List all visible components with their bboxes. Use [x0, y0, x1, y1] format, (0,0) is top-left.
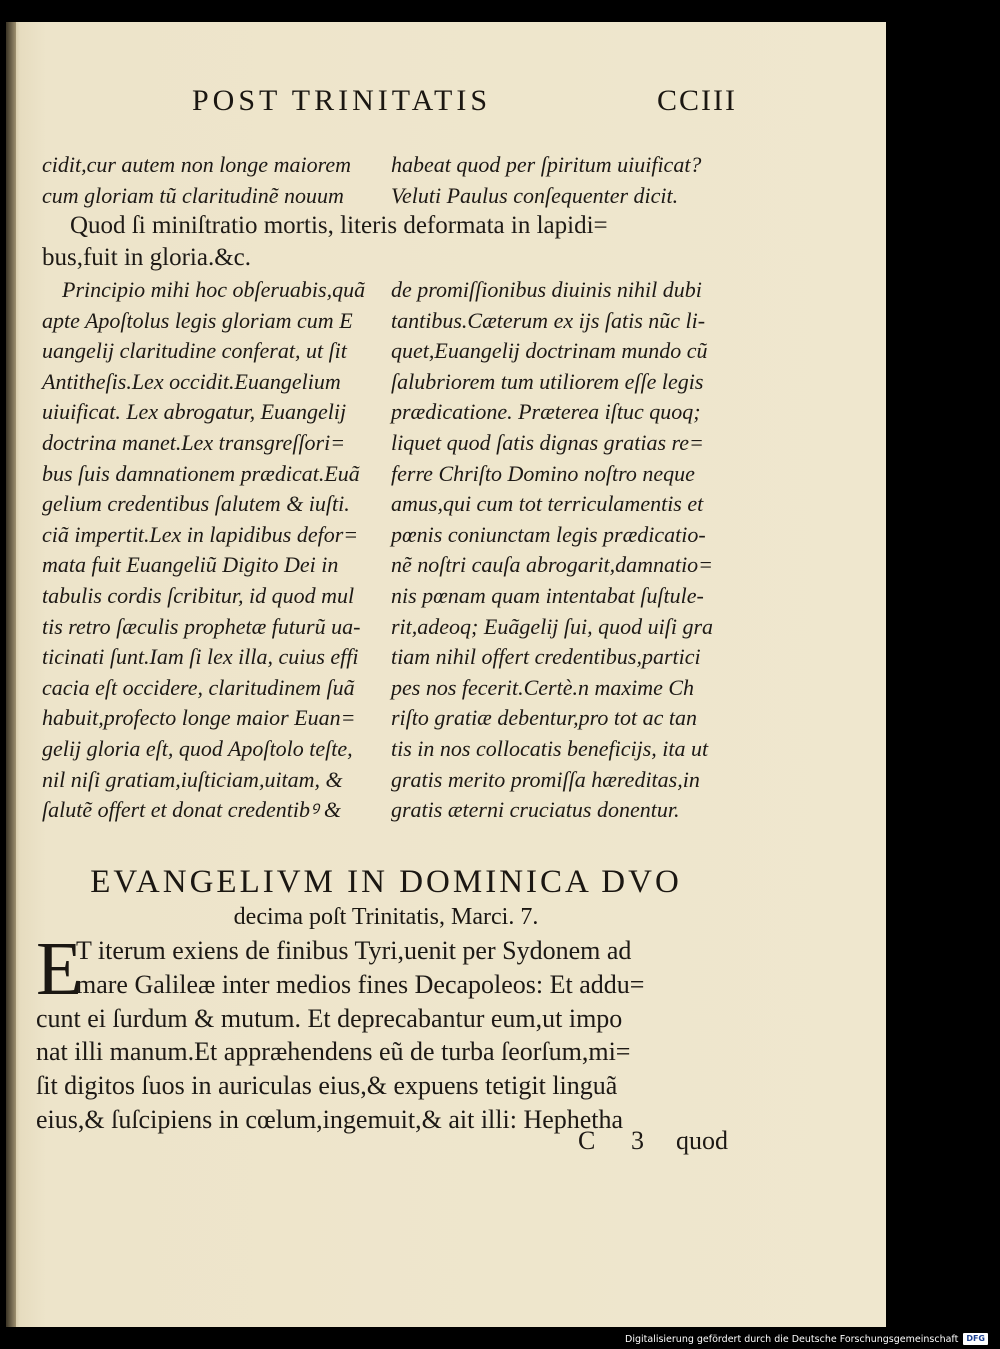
text-line: eius,& ſuſcipiens in cœlum,ingemuit,& ait illi: Hephetha: [36, 1104, 624, 1134]
page-header: [192, 84, 737, 136]
signature-number: 3: [631, 1126, 644, 1155]
text-line: uangelij claritudine conferat, ut ſit: [42, 338, 347, 364]
text-line: habuit,profecto longe maior Euan=: [42, 705, 356, 731]
text-line: cacia eſt occidere, claritudinem ſuã: [42, 674, 355, 700]
top-right-lines: [391, 150, 701, 211]
catchword: quod: [676, 1126, 728, 1155]
section-heading: [56, 862, 716, 932]
text-line: doctrina manet.Lex transgreſſori=: [42, 429, 346, 455]
commentary-right-column: [391, 275, 713, 826]
heading-line-2: decima poſt Trinitatis, Marci. 7.: [233, 904, 539, 930]
text-line: prædicatione. Præterea iſtuc quoq;: [391, 399, 701, 425]
text-line: mata fuit Euangeliũ Digito Dei in: [42, 552, 339, 578]
text-line: Antitheſis.Lex occidit.Euangelium: [42, 368, 341, 394]
text-line: habeat quod per ſpiritum uiuificat?: [391, 152, 702, 177]
text-line: T iterum exiens de finibus Tyri,uenit per Sydonem ad: [76, 936, 632, 965]
text-line: nẽ noſtri cauſa abrogarit,damnatio=: [391, 552, 714, 578]
text-line: gratis æterni cruciatus donentur.: [391, 797, 680, 823]
top-left-lines: [42, 150, 351, 211]
signature-mark: C: [578, 1126, 596, 1155]
text-line: ſit digitos ſuos in auriculas eius,& expuens tetigit linguã: [36, 1071, 618, 1101]
text-line: rit,adeoq; Euãgelij ſui, quod uiſi gra: [391, 613, 714, 639]
scanned-page: [6, 22, 886, 1327]
footer-text: Digitalisierung gefördert durch die Deutsche Forschungsgemeinschaft: [625, 1333, 959, 1345]
gospel-text: [36, 927, 726, 1137]
text-line: de promiſſionibus diuinis nihil dubi: [391, 277, 702, 302]
text-line: tis in nos collocatis beneficijs, ita ut: [391, 735, 709, 761]
text-line: tiam nihil offert credentibus,partici: [391, 644, 701, 670]
digitization-footer: [625, 1331, 988, 1347]
text-line: tis retro ſæculis prophetæ futurũ ua-: [42, 613, 361, 639]
text-line: cidit,cur autem non longe maiorem: [42, 152, 351, 177]
text-line: gratis merito promiſſa hæreditas,in: [391, 766, 700, 792]
running-title: POST TRINITATIS: [192, 84, 492, 117]
text-line: ſalubriorem tum utiliorem eſſe legis: [391, 368, 704, 394]
text-line: ſalutẽ offert et donat credentibꝰ &: [42, 797, 342, 823]
text-line: quet,Euangelij doctrinam mundo cũ: [391, 338, 708, 364]
text-line: cum gloriam tũ claritudinẽ nouum: [42, 182, 344, 208]
text-line: mare Galileæ inter medios fines Decapoleos: Et addu=: [76, 969, 645, 999]
scripture-quote: [42, 210, 608, 274]
folio-number: CCIII: [657, 84, 737, 117]
text-line: amus,qui cum tot terriculamentis et: [391, 491, 704, 517]
text-line: apte Apoſtolus legis gloriam cum E: [42, 307, 353, 333]
text-line: gelij gloria eſt, quod Apoſtolo teſte,: [42, 735, 353, 761]
text-line: liquet quod ſatis dignas gratias re=: [391, 429, 704, 455]
text-line: tantibus.Cæterum ex ijs ſatis nũc li-: [391, 307, 706, 333]
text-line: cunt ei ſurdum & mutum. Et deprecabantur eum,ut impo: [36, 1003, 623, 1033]
text-line: gelium credentibus ſalutem & iuſti.: [42, 491, 350, 517]
drop-capital: E: [36, 927, 83, 1011]
text-line: ciã impertit.Lex in lapidibus defor=: [42, 521, 359, 547]
text-line: ticinati ſunt.Iam ſi lex illa, cuius effi: [42, 644, 359, 670]
text-line: nis pœnam quam intentabat ſuſtule-: [391, 582, 704, 608]
text-line: tabulis cordis ſcribitur, id quod mul: [42, 582, 355, 608]
text-line: Veluti Paulus conſequenter dicit.: [391, 182, 679, 208]
text-line: nat illi manum.Et appræhendens eũ de turba ſeorſum,mi=: [36, 1037, 631, 1067]
text-line: ferre Chriſto Domino noſtro neque: [391, 460, 695, 486]
heading-line-1: EVANGELIVM IN DOMINICA DVO: [90, 864, 682, 900]
dfg-logo-icon: DFG: [963, 1333, 988, 1345]
quote-line: bus,fuit in gloria.&c.: [42, 244, 251, 271]
text-line: pes nos fecerit.Certè.n maxime Ch: [391, 674, 695, 700]
text-line: pœnis coniunctam legis prædicatio-: [391, 521, 706, 547]
text-line: nil niſi gratiam,iuſticiam,uitam, &: [42, 766, 343, 792]
text-line: riſto gratiæ debentur,pro tot ac tan: [391, 705, 697, 731]
quote-line: Quod ſi miniſtratio mortis, literis deformata in lapidi=: [70, 212, 608, 239]
text-line: Principio mihi hoc obſeruabis,quã: [62, 277, 366, 302]
text-line: bus ſuis damnationem prædicat.Euã: [42, 460, 360, 486]
page-binding-edge: [6, 22, 16, 1327]
text-line: uiuificat. Lex abrogatur, Euangelij: [42, 399, 347, 425]
commentary-left-column: [42, 275, 365, 826]
